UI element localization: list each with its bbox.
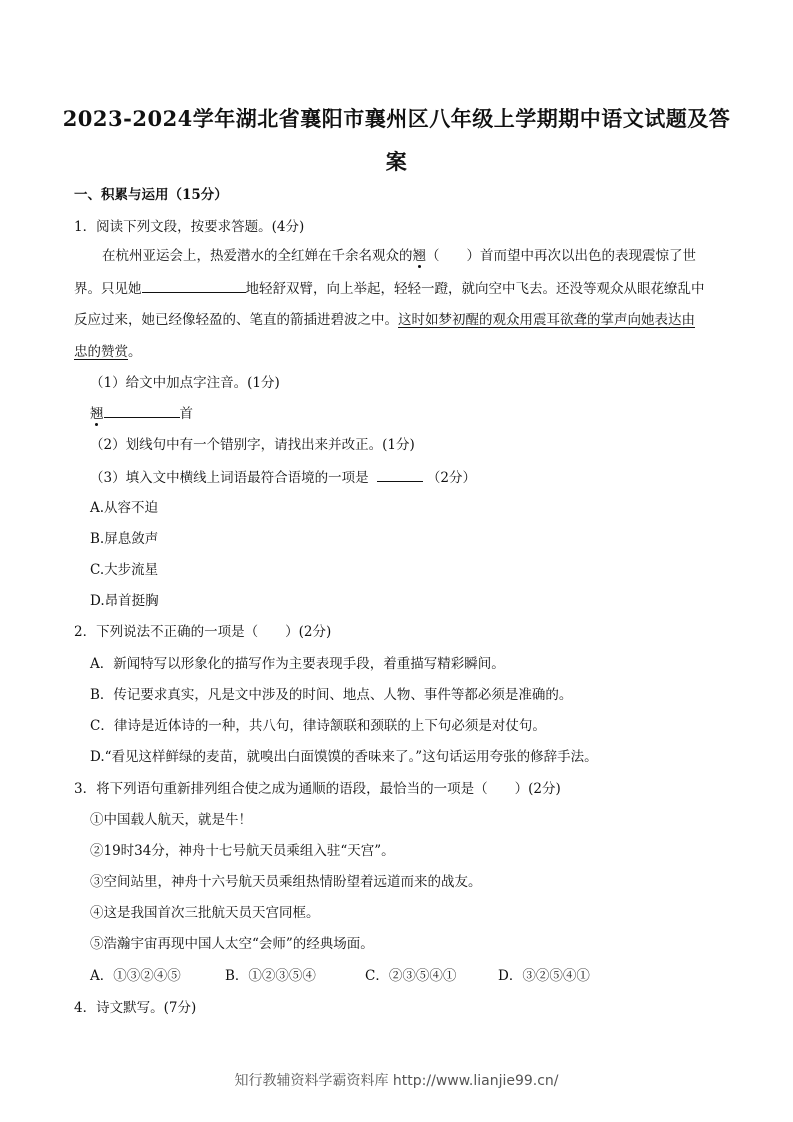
q1-dotted-char: 翘 — [412, 248, 426, 264]
footer-watermark: 知行教辅资料学霸资料库 http://www.lianjie99.cn/ — [234, 1073, 559, 1089]
page-title-line1: 2023-2024学年湖北省襄阳市襄州区八年级上学期期中语文试题及答 — [62, 106, 731, 131]
q1-paragraph-line4 — [74, 342, 142, 362]
page-title-line2: 案 — [385, 149, 408, 174]
q1-sub1-char: 翘 — [90, 406, 104, 422]
q2-stem: 2．下列说法不正确的一项是（ ）(2分) — [74, 624, 332, 640]
q4-stem: 4．诗文默写。(7分) — [74, 1000, 197, 1016]
q3-item-4: ④这是我国首次三批航天员天宫同框。 — [90, 905, 320, 921]
q3-item-1: ①中国载人航天，就是牛！ — [90, 812, 252, 828]
q1-paragraph-line2 — [74, 278, 705, 299]
q1-p2-text-b: 地轻舒双臂，向上举起，轻轻一蹬，就向空中飞去。还没等观众从眼花缭乱中 — [245, 281, 705, 297]
q1-fill-blank[interactable] — [142, 278, 246, 293]
q3-choice-b: B．①②③⑤④ — [225, 968, 316, 984]
q1-sub3 — [90, 467, 476, 488]
q3-choice-c: C．②③⑤④① — [365, 968, 457, 984]
q1-stem: 1．阅读下列文段，按要求答题。(4分) — [74, 219, 305, 235]
q1-option-d: D.昂首挺胸 — [90, 593, 159, 609]
q1-option-a: A.从容不迫 — [90, 500, 159, 516]
q1-p4-end: 。 — [128, 344, 142, 360]
q3-choice-d: D．③②⑤④① — [498, 968, 590, 984]
q1-underlined-sentence-b: 忠的赞赏 — [74, 344, 128, 360]
q1-sub3-text-b: （2分） — [426, 470, 476, 486]
q1-sub3-text-a: （3）填入文中横线上词语最符合语境的一项是 — [90, 470, 369, 486]
q1-p2-text-a: 界。只见她 — [74, 281, 142, 297]
q1-sub3-blank[interactable] — [377, 467, 423, 482]
q2-option-d: D.“看见这样鲜绿的麦苗，就嗅出白面馍馍的香味来了。”这句话运用夸张的修辞手法。 — [90, 749, 598, 765]
q1-sub1-after: 首 — [179, 406, 193, 422]
q2-option-c: C．律诗是近体诗的一种，共八句，律诗颔联和颈联的上下句必须是对仗句。 — [90, 718, 546, 734]
q2-option-a: A．新闻特写以形象化的描写作为主要表现手段，着重描写精彩瞬间。 — [90, 656, 505, 672]
q1-underlined-sentence-a: 这时如梦初醒的观众用震耳欲聋的掌声向她表达由 — [398, 312, 695, 328]
q1-p1-text-a: 在杭州亚运会上，热爱潜水的全红婵在千余名观众的 — [102, 248, 413, 264]
q2-option-b: B．传记要求真实，凡是文中涉及的时间、地点、人物、事件等都必须是准确的。 — [90, 687, 573, 703]
q1-option-c: C.大步流星 — [90, 562, 159, 578]
q1-sub1-blank[interactable] — [104, 403, 180, 418]
q1-paragraph-line1 — [102, 246, 696, 266]
q3-item-3: ③空间站里，神舟十六号航天员乘组热情盼望着远道而来的战友。 — [90, 874, 482, 890]
q3-stem: 3．将下列语句重新排列组合使之成为通顺的语段，最恰当的一项是（ ）(2分) — [74, 781, 561, 797]
q3-item-5: ⑤浩瀚宇宙再现中国人太空“会师”的经典场面。 — [90, 936, 374, 952]
q3-item-2: ②19时34分，神舟十七号航天员乘组入驻“天宫”。 — [90, 843, 395, 859]
q1-sub1: （1）给文中加点字注音。(1分) — [90, 375, 280, 391]
q1-option-b: B.屏息敛声 — [90, 531, 159, 547]
q1-p1-text-b: （ ）首而望中再次以出色的表现震惊了世 — [426, 248, 696, 264]
q1-sub1-answer-row — [90, 403, 193, 424]
q1-paragraph-line3 — [74, 310, 695, 330]
q1-sub2: （2）划线句中有一个错别字，请找出来并改正。(1分) — [90, 437, 415, 453]
section-heading: 一、积累与运用（15分） — [74, 187, 228, 203]
q3-choice-a: A．①③②④⑤ — [90, 968, 181, 984]
q1-p3-text-a: 反应过来，她已经像轻盈的、笔直的箭插进碧波之中。 — [74, 312, 398, 328]
